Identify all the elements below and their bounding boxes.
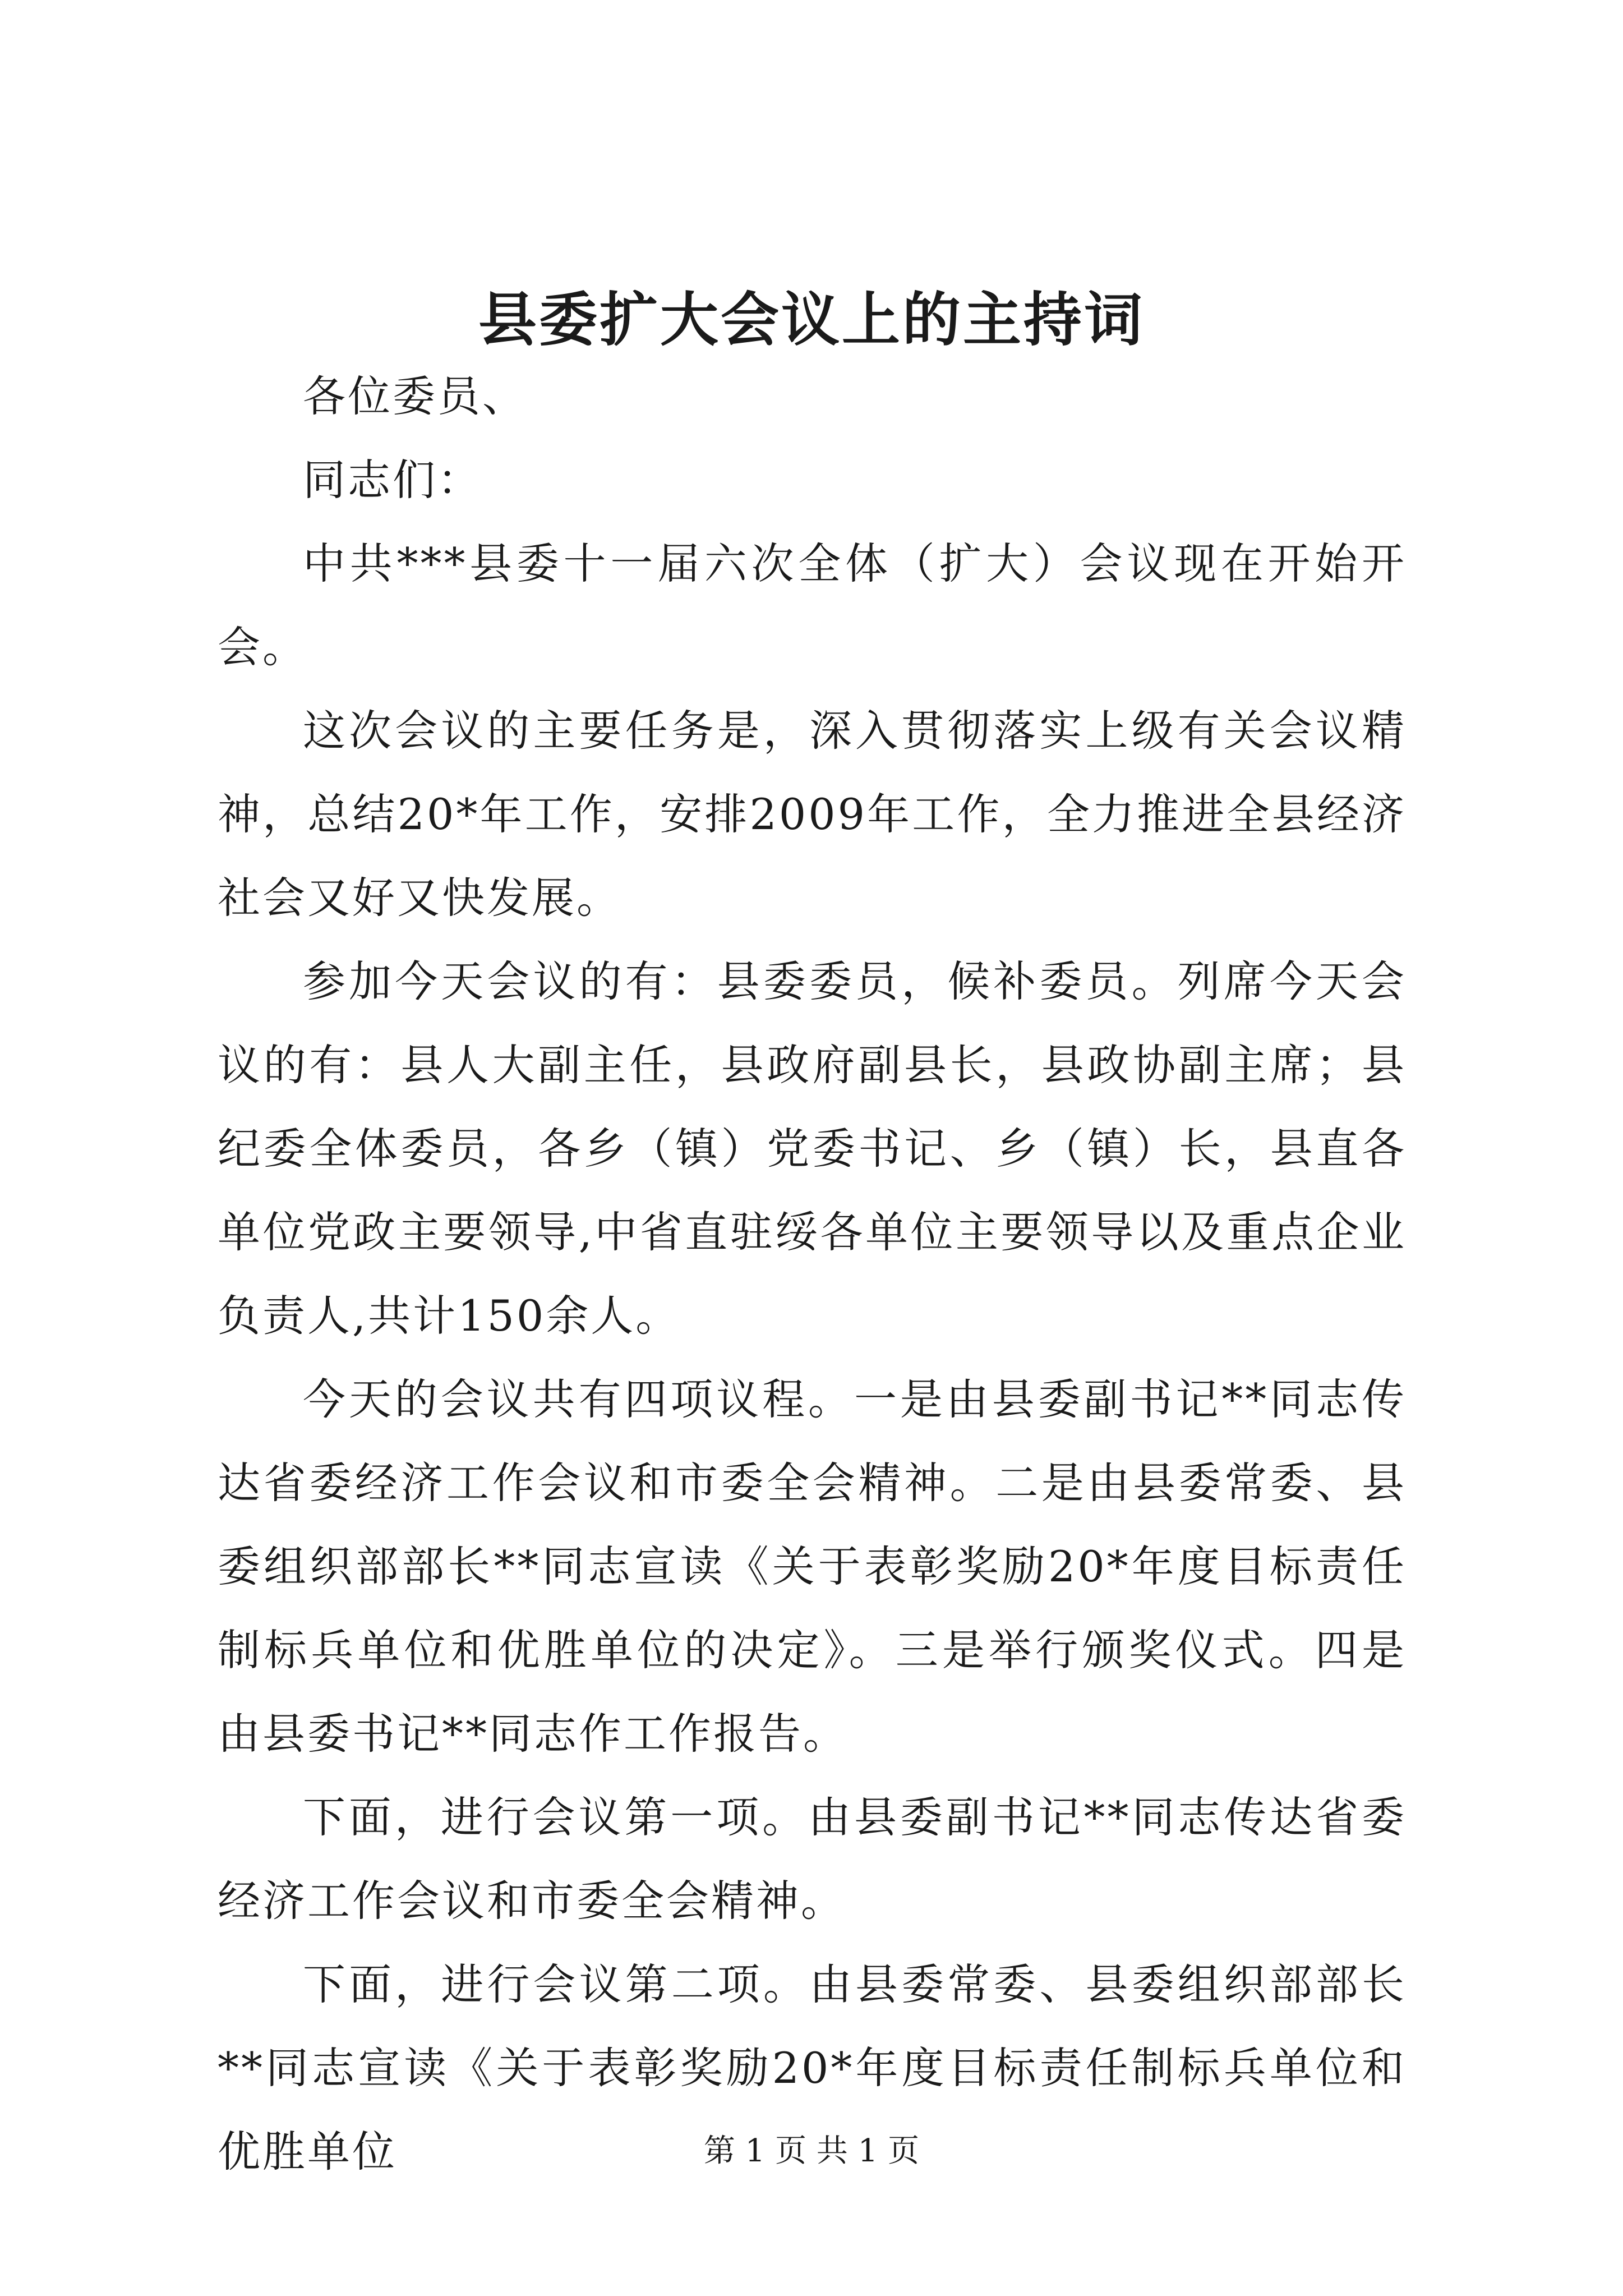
paragraph-item-two: 下面，进行会议第二项。由县委常委、县委组织部部长**同志宣读《关于表彰奖励20*年度目标责任制标兵单位和优胜单位 <box>218 1959 1407 2177</box>
paragraph-item-one: 下面，进行会议第一项。由县委副书记**同志传达省委经济工作会议和市委全会精神。 <box>218 1792 1407 1926</box>
paragraph-main-task: 这次会议的主要任务是，深入贯彻落实上级有关会议精神，总结20*年工作，安排2009年工作，全力推进全县经济社会又好又快发展。 <box>218 706 1407 923</box>
document-title: 县委扩大会议上的主持词 <box>478 285 1145 354</box>
page-footer: 第 1 页 共 1 页 <box>703 2133 920 2169</box>
paragraph-agenda: 今天的会议共有四项议程。一是由县委副书记**同志传达省委经济工作会议和市委全会精神。二是由县委常委、县委组织部部长**同志宣读《关于表彰奖励20*年度目标责任制标兵单位和优胜单位的决定》。三是举行颁奖仪式。四是由县委书记**同志作工作报告。 <box>218 1374 1407 1759</box>
paragraph-salutation-1: 各位委员、 <box>303 371 527 421</box>
document-body <box>218 355 1407 2193</box>
paragraph-opening: 中共***县委十一届六次全体（扩大）会议现在开始开会。 <box>218 539 1407 672</box>
paragraph-attendees: 参加今天会议的有：县委委员，候补委员。列席今天会议的有：县人大副主任，县政府副县长，县政协副主席；县纪委全体委员，各乡（镇）党委书记、乡（镇）长，县直各单位党政主要领导,中省直驻绥各单位主要领导以及重点企业负责人,共计150余人。 <box>218 956 1407 1341</box>
paragraph-salutation-2: 同志们： <box>303 455 482 505</box>
